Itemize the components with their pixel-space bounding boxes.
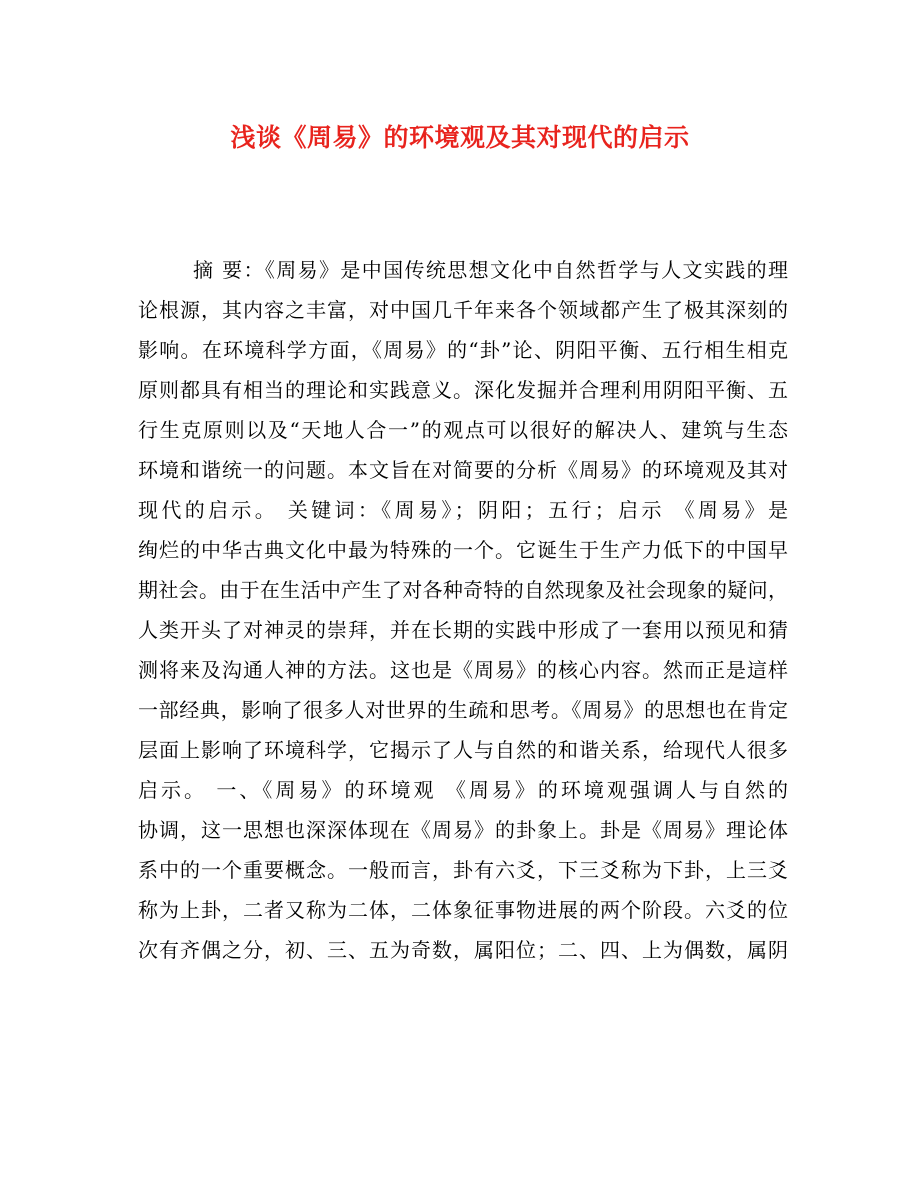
body-line: 绚烂的中华古典文化中最为特殊的一个。它诞生于生产力低下的中国早	[138, 538, 788, 562]
body-line: 期社会。由于在生活中产生了对各种奇特的自然现象及社会现象的疑问，	[138, 578, 788, 602]
body-line: 测将来及沟通人神的方法。这也是《周易》的核心内容。然而正是這样	[138, 658, 788, 682]
body-line: 层面上影响了环境科学，它揭示了人与自然的和谐关系，给现代人很多	[138, 738, 788, 762]
body-line: 次有齐偶之分，初、三、五为奇数，属阳位；二、四、上为偶数，属阴	[138, 938, 788, 962]
body-line: 影响。在环境科学方面，《周易》的“卦”论、阴阳平衡、五行相生相克	[138, 338, 788, 362]
body-line: 原则都具有相当的理论和实践意义。深化发掘并合理利用阴阳平衡、五	[138, 378, 788, 402]
body-line: 一部经典，影响了很多人对世界的生疏和思考。《周易》的思想也在肯定	[138, 698, 788, 722]
body-line: 启示。 一、《周易》的环境观 《周易》的环境观强调人与自然的	[138, 778, 788, 802]
body-line: 行生克原则以及“天地人合一”的观点可以很好的解决人、建筑与生态	[138, 418, 788, 442]
body-line: 协调，这一思想也深深体现在《周易》的卦象上。卦是《周易》理论体	[138, 818, 788, 842]
document-title: 浅谈《周易》的环境观及其对现代的启示	[230, 123, 690, 152]
body-line: 系中的一个重要概念。一般而言，卦有六爻，下三爻称为下卦，上三爻	[138, 858, 788, 882]
body-line: 环境和谐统一的问题。本文旨在对简要的分析《周易》的环境观及其对	[138, 458, 788, 482]
body-line: 论根源，其内容之丰富，对中国几千年来各个领域都产生了极其深刻的	[138, 298, 788, 322]
body-line: 人类开头了对神灵的崇拜，并在长期的实践中形成了一套用以预见和猜	[138, 618, 788, 642]
document-body	[138, 250, 788, 970]
body-line: 摘 要：《周易》是中国传统思想文化中自然哲学与人文实践的理	[193, 258, 788, 282]
body-line: 现代的启示。 关键词：《周易》；阴阳；五行；启示 《周易》是	[138, 498, 788, 522]
body-line: 称为上卦，二者又称为二体，二体象征事物进展的两个阶段。六爻的位	[138, 898, 788, 922]
